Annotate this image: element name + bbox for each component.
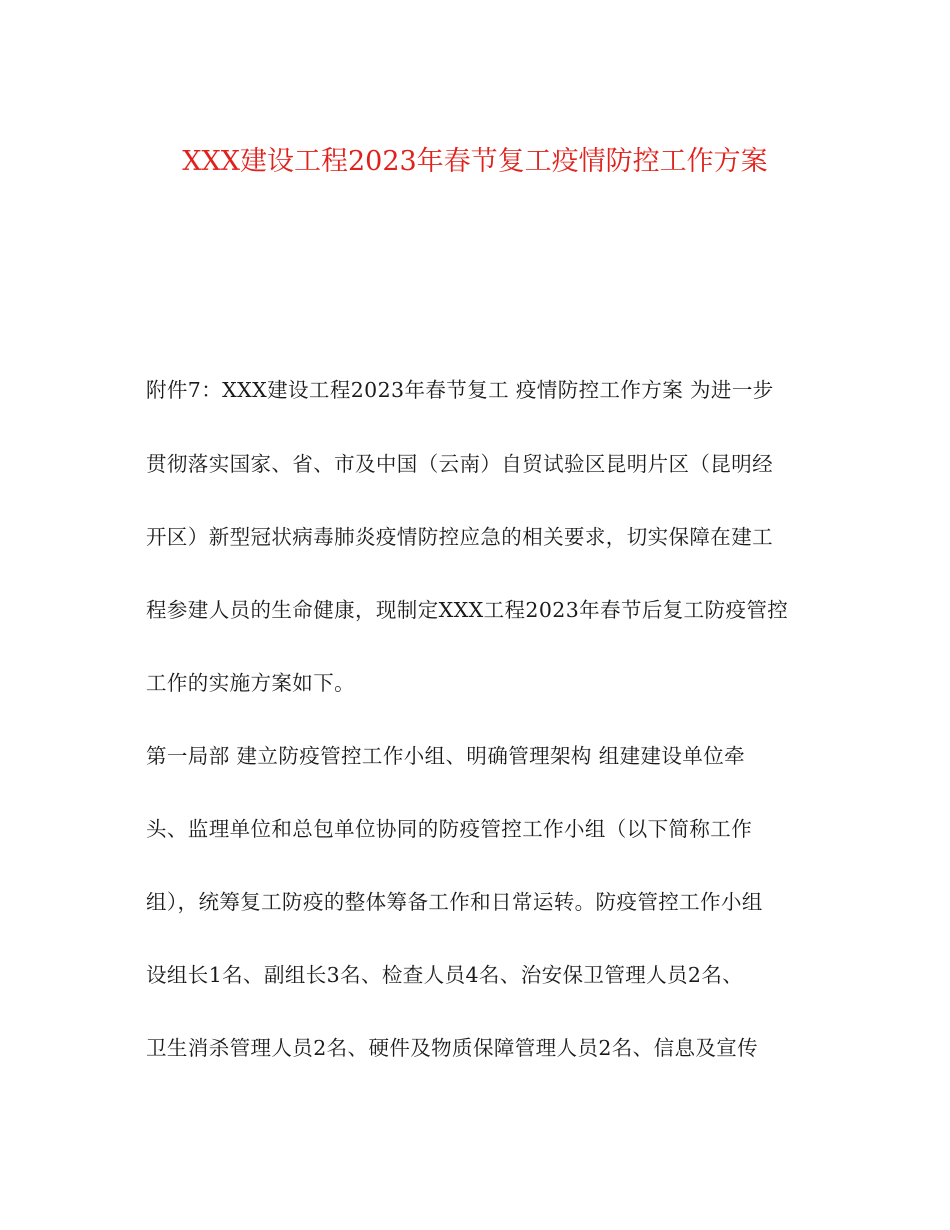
paragraph-line-3: 开区）新型冠状病毒肺炎疫情防控应急的相关要求，切实保障在建工	[146, 525, 773, 549]
paragraph-line-1: 附件7：XXX建设工程2023年春节复工 疫情防控工作方案 为进一步	[146, 378, 774, 402]
paragraph-line-4: 程参建人员的生命健康，现制定XXX工程2023年春节后复工防疫管控	[146, 598, 789, 622]
paragraph-line-10: 卫生消杀管理人员2名、硬件及物质保障管理人员2名、信息及宣传	[146, 1036, 759, 1060]
section-heading-line: 第一局部 建立防疫管控工作小组、明确管理架构 组建建设单位牵	[146, 744, 746, 768]
document-title: XXX建设工程2023年春节复工疫情防控工作方案	[182, 146, 768, 177]
paragraph-line-7: 头、监理单位和总包单位协同的防疫管控工作小组（以下简称工作	[146, 817, 753, 841]
paragraph-line-2: 贯彻落实国家、省、市及中国（云南）自贸试验区昆明片区（昆明经	[146, 452, 773, 476]
paragraph-line-8: 组），统筹复工防疫的整体筹备工作和日常运转。防疫管控工作小组	[146, 890, 763, 914]
paragraph-line-9: 设组长1名、副组长3名、检查人员4名、治安保卫管理人员2名、	[146, 963, 744, 987]
paragraph-line-5: 工作的实施方案如下。	[146, 671, 355, 695]
